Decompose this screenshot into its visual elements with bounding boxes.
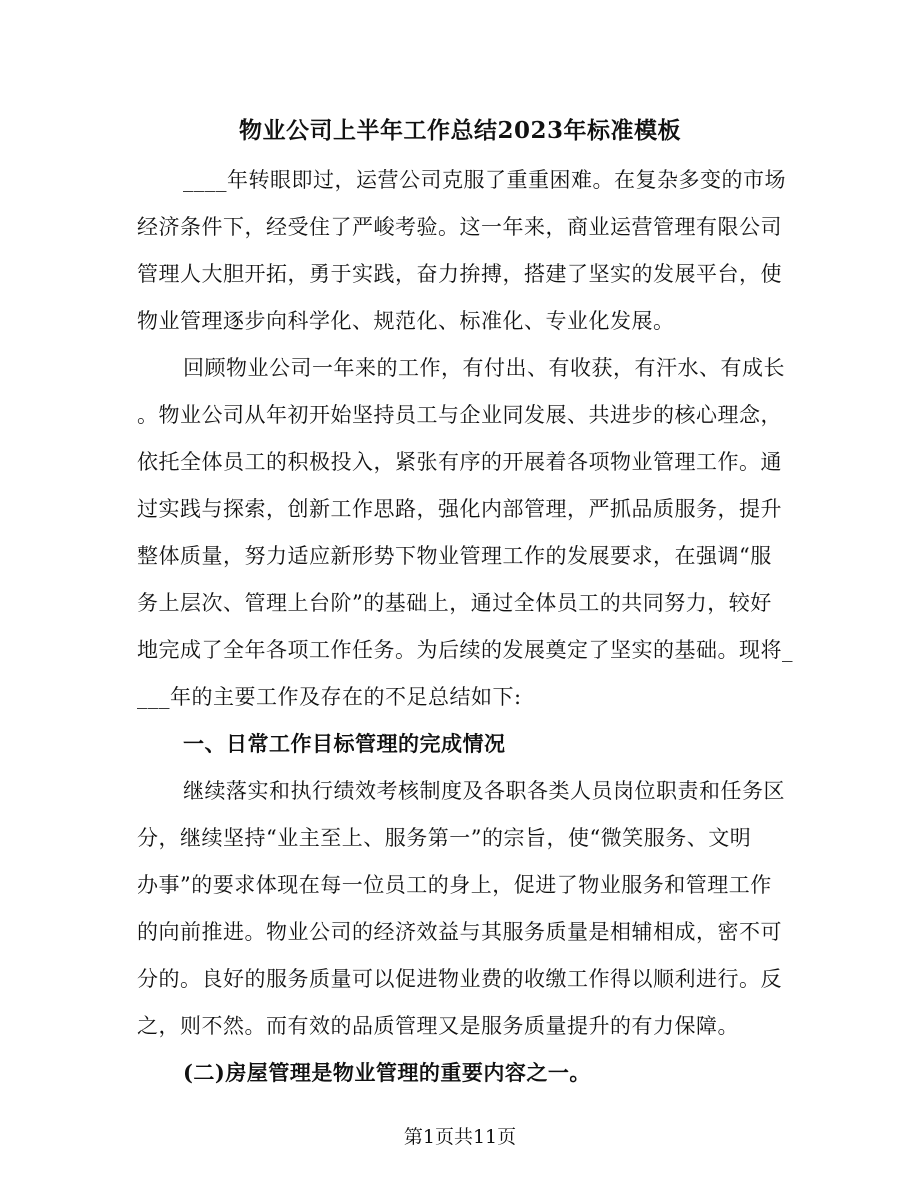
paragraph-3-line-2: 分，继续坚持“业主至上、服务第一”的宗旨，使“微笑服务、文明 bbox=[137, 826, 752, 850]
paragraph-2-line-6: 务上层次、管理上台阶”的基础上，通过全体员工的共同努力，较好 bbox=[137, 591, 772, 615]
paragraph-3-line-6: 之，则不然。而有效的品质管理又是服务质量提升的有力保障。 bbox=[137, 1014, 739, 1038]
section-heading-2: (二)房屋管理是物业管理的重要内容之一。 bbox=[183, 1060, 591, 1085]
section-heading-1: 一、日常工作目标管理的完成情况 bbox=[183, 731, 506, 756]
paragraph-3-line-5: 分的。良好的服务质量可以促进物业费的收缴工作得以顺利进行。反 bbox=[137, 967, 782, 991]
page-footer: 第1页共11页 bbox=[403, 1126, 517, 1148]
paragraph-1-line-1: ____年转眼即过，运营公司克服了重重困难。在复杂多变的市场 bbox=[183, 168, 786, 192]
paragraph-2-line-7: 地完成了全年各项工作任务。为后续的发展奠定了坚实的基础。现将_ bbox=[137, 638, 793, 662]
paragraph-3-line-1: 继续落实和执行绩效考核制度及各职各类人员岗位职责和任务区 bbox=[183, 779, 785, 803]
paragraph-2-line-4: 过实践与探索，创新工作思路，强化内部管理，严抓品质服务，提升 bbox=[137, 497, 782, 521]
paragraph-2-line-3: 依托全体员工的积极投入，紧张有序的开展着各项物业管理工作。通 bbox=[137, 450, 782, 474]
paragraph-1-line-2: 经济条件下，经受住了严峻考验。这一年来，商业运营管理有限公司 bbox=[137, 215, 782, 239]
paragraph-2-line-2: 。物业公司从年初开始坚持员工与企业同发展、共进步的核心理念， bbox=[137, 403, 782, 427]
document-title: 物业公司上半年工作总结2023年标准模板 bbox=[238, 117, 681, 144]
paragraph-1-line-4: 物业管理逐步向科学化、规范化、标准化、专业化发展。 bbox=[137, 309, 675, 333]
paragraph-2-line-8: ___年的主要工作及存在的不足总结如下: bbox=[137, 685, 522, 709]
paragraph-3-line-3: 办事”的要求体现在每一位员工的身上，促进了物业服务和管理工作 bbox=[137, 873, 772, 897]
paragraph-2-line-1: 回顾物业公司一年来的工作，有付出、有收获，有汗水、有成长 bbox=[183, 356, 785, 380]
paragraph-3-line-4: 的向前推进。物业公司的经济效益与其服务质量是相辅相成，密不可 bbox=[137, 920, 782, 944]
paragraph-1-line-3: 管理人大胆开拓，勇于实践，奋力拚搏，搭建了坚实的发展平台，使 bbox=[137, 262, 782, 286]
paragraph-2-line-5: 整体质量，努力适应新形势下物业管理工作的发展要求，在强调“服 bbox=[137, 544, 772, 568]
